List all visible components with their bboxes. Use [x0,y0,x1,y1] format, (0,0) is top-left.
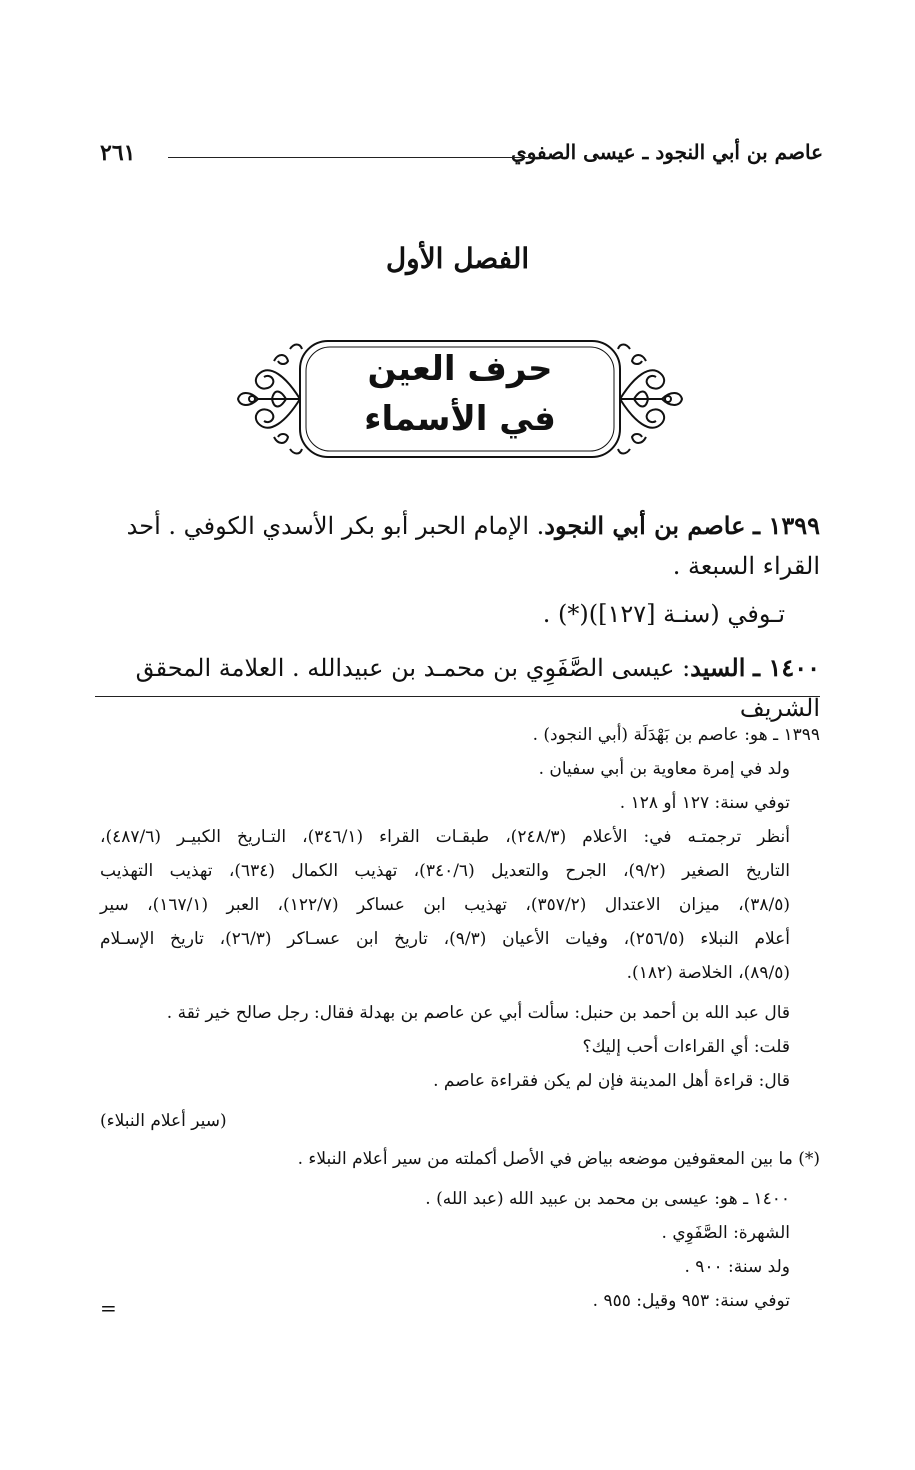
note-1399-quote: قال عبد الله بن أحمد بن حنبل: سألت أبي عن عاصم بن بهدلة فقال: رجل صالح خير ثقة . [166,1003,790,1023]
note-1399-refs-line: (٨٩/٥)، الخلاصة (١٨٢). [626,963,790,983]
page-number: ٢٦١ [100,140,136,166]
note-1399-quote: قلت: أي القراءات أحب إليك؟ [582,1037,790,1057]
continuation-mark: = [100,1296,117,1320]
entry-text: : عيسى الصَّفَوِي بن محمـد بن عبيدالله . العلامة المحقق الشريف [135,654,820,722]
note-1399-died: توفي سنة: ١٢٧ أو ١٢٨ . [619,793,790,813]
asterisk-note: (*) ما بين المعقوفين موضعه بياض في الأصل أكملته من سير أعلام النبلاء . [297,1149,820,1169]
footnote-separator [95,696,820,697]
note-1400-born: ولد سنة: ٩٠٠ . [684,1257,790,1277]
note-1399-refs-line: أعلام النبلاء (٢٥٦/٥)، وفيات الأعيان (٩/٣)، تاريخ ابن عسـاكر (٢٦/٣)، تاريخ الإسـلام [100,929,791,949]
entry-1400 [95,648,820,728]
header-rule [168,157,536,158]
note-1399-refs-line: أنظر ترجمتـه في: الأعلام (٢٤٨/٣)، طبقـات القراء (٣٤٦/١)، التـاريخ الكبيـر (٤٨٧/٦)، [100,827,790,847]
entry-number: ١٣٩٩ ـ [753,511,820,540]
note-1399-title: ١٣٩٩ ـ هو: عاصم بن بَهْدَلَة (أبي النجود) . [532,725,820,745]
entry-number: ١٤٠٠ ـ [753,653,820,682]
entry-name: عاصم بن أبي النجود [544,511,746,540]
cartouche-line-2: في الأسماء [364,399,556,439]
note-1399-born: ولد في إمرة معاوية بن أبي سفيان . [538,759,790,779]
note-1399-refs-line: التاريخ الصغير (٩/٢)، الجرح والتعديل (٣٤٠/٦)، تهذيب الكمال (٦٣٤)، تهذيب التهذيب [100,861,790,881]
running-title: عاصم بن أبي النجود ـ عيسى الصفوي [511,140,823,164]
entry-name: السيد [690,653,746,682]
note-1400-fame: الشهرة: الصَّفَوِي . [661,1223,790,1243]
note-1399-quote: قال: قراءة أهل المدينة فإن لم يكن فقراءة عاصم . [433,1071,790,1091]
entry-1399-death: تـوفي (سنـة [١٢٧])(*) . [542,600,785,628]
footnotes [100,718,820,1318]
note-1400-title: ١٤٠٠ ـ هو: عيسى بن محمد بن عبيد الله (عبد الله) . [425,1189,790,1209]
cartouche-line-1: حرف العين [367,349,553,389]
note-1400-died: توفي سنة: ٩٥٣ وقيل: ٩٥٥ . [592,1291,790,1311]
chapter-title: الفصل الأول [385,242,530,275]
section-cartouche [230,335,690,463]
entry-text: . الإمام الحبر أبو بكر الأسدي الكوفي . أحد القراء السبعة . [126,512,820,580]
entry-1399 [95,506,820,586]
note-1399-refs-line: (٣٨/٥)، ميزان الاعتدال (٣٥٧/٢)، تهذيب ابن عساكر (١٢٢/٧)، العبر (١٦٧/١)، سير [100,895,790,915]
note-1399-source: (سير أعلام النبلاء) [100,1111,227,1131]
